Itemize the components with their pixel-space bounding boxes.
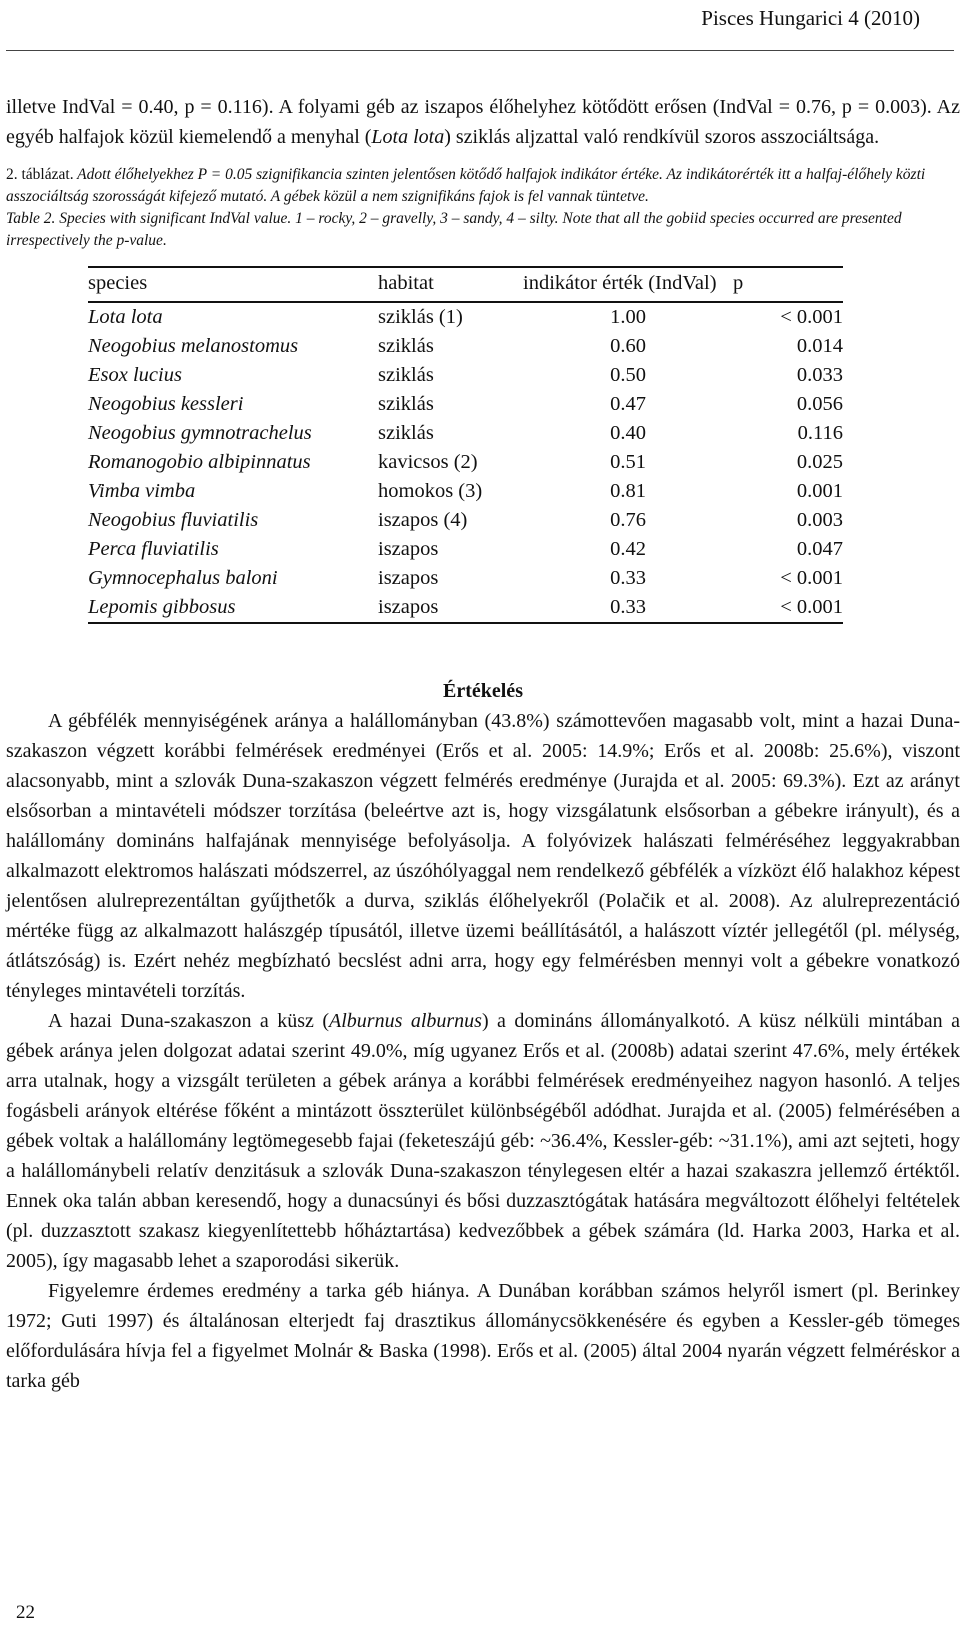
table-row	[88, 302, 843, 332]
running-header: Pisces Hungarici 4 (2010)	[701, 6, 920, 30]
cell-habitat: sziklás (1)	[378, 306, 463, 328]
cell-indval: 0.33	[523, 593, 733, 623]
cell-habitat: iszapos	[378, 593, 523, 623]
table-row	[88, 593, 843, 623]
header-species: species	[88, 267, 378, 302]
cell-habitat: iszapos (4)	[378, 509, 468, 531]
cell-p: 0.014	[796, 335, 843, 357]
table-row	[88, 506, 843, 535]
cell-p: < 0.001	[780, 567, 843, 589]
header-indval: indikátor érték (IndVal)	[523, 267, 733, 302]
table-row	[88, 448, 843, 477]
cell-habitat: iszapos	[378, 538, 439, 560]
cell-p: 0.047	[796, 538, 843, 560]
cell-p: 0.003	[796, 509, 843, 531]
cell-species: Lepomis gibbosus	[88, 593, 378, 623]
cell-indval: 0.33	[610, 567, 646, 589]
cell-p: 0.033	[796, 364, 843, 386]
cell-habitat: iszapos	[378, 567, 439, 589]
table-row	[88, 390, 843, 419]
intro-species: Lota lota	[371, 126, 445, 148]
caption-hu-text: Adott élőhelyekhez P = 0.05 szignifikancia szinten jelentősen kötődő halfajok indikátor értéke. Az indikátorérték itt a halfaj-élőhely közti asszociáltság szorosságát kifejező mutató. A gébek közül a nem szignifikáns fajok is fel vannak tüntetve.	[6, 166, 926, 205]
cell-p: < 0.001	[733, 593, 843, 623]
cell-species: Neogobius melanostomus	[88, 335, 299, 357]
cell-indval: 0.60	[610, 335, 646, 357]
cell-indval: 0.51	[610, 451, 646, 473]
cell-indval: 0.40	[610, 422, 646, 444]
intro-text-2: ) sziklás aljzattal való rendkívül szoros asszociáltsága.	[444, 126, 880, 148]
section-title: Értékelés	[443, 680, 523, 702]
cell-species: Vimba vimba	[88, 480, 196, 502]
table-row	[88, 564, 843, 593]
table-row	[88, 332, 843, 361]
cell-habitat: homokos (3)	[378, 480, 483, 502]
cell-indval: 0.50	[610, 364, 646, 386]
cell-species: Gymnocephalus baloni	[88, 567, 278, 589]
cell-indval: 0.76	[610, 509, 646, 531]
table-row	[88, 477, 843, 506]
header-rule	[6, 50, 954, 51]
body-paragraph-3: Figyelemre érdemes eredmény a tarka géb hiánya. A Dunában korábban számos helyről ismert (pl. Berinkey 1972; Guti 1997) és általánosan elterjedt faj drasztikus állománycsökkenésére és egyben a Kessler-géb tömeges előfordulására hívja fel a figyelmet Molnár & Baska (1998). Erős et al. (2005) által 2004 nyarán végzett felméréskor a tarka géb	[6, 1280, 960, 1392]
table-caption	[6, 164, 960, 252]
cell-p: 0.025	[796, 451, 843, 473]
body-paragraph-2	[6, 1006, 960, 1276]
table-row	[88, 361, 843, 390]
table-header-row	[88, 267, 843, 302]
cell-indval: 0.81	[610, 480, 646, 502]
cell-indval: 0.47	[610, 393, 646, 415]
cell-p: 0.116	[797, 422, 843, 444]
p2-species: Alburnus alburnus	[329, 1010, 482, 1032]
p2-text-a: A hazai Duna-szakaszon a küsz (	[48, 1010, 330, 1032]
cell-habitat: sziklás	[378, 335, 434, 357]
cell-p: 0.001	[796, 480, 843, 502]
header-habitat: habitat	[378, 267, 523, 302]
page-number: 22	[16, 1602, 35, 1623]
cell-habitat: sziklás	[378, 364, 434, 386]
cell-indval: 1.00	[610, 306, 646, 328]
cell-indval: 0.42	[610, 538, 646, 560]
cell-p: 0.056	[796, 393, 843, 415]
table-body	[88, 302, 843, 623]
cell-species: Neogobius kessleri	[88, 393, 244, 415]
cell-p: < 0.001	[780, 306, 843, 328]
table-row	[88, 535, 843, 564]
cell-species: Neogobius gymnotrachelus	[88, 422, 312, 444]
header-p: p	[733, 267, 843, 302]
cell-species: Neogobius fluviatilis	[88, 509, 259, 531]
body-paragraph-1: A gébfélék mennyiségének aránya a halállományban (43.8%) számottevően magasabb volt, mint a hazai Duna-szakaszon végzett korábbi felmérések eredményei (Erős et al. 2005: 14.9%; Erős et al. 2008b: 25.6%), viszont alacsonyabb, mint a szlovák Duna-szakaszon végzett felmérés eredménye (Jurajda et al. 2005: 69.3%). Ezt az arányt elsősorban a mintavételi módszer torzítása (beleértve azt is, hogy vizsgálatunk elsősorban a gébekre irányult), és a halállomány domináns halfajának mennyisége befolyásolja. A folyóvizek halászati felméréséhez leggyakrabban alkalmazott elektromos halászati módszerrel, az úszóhólyaggal nem rendelkező gébfélék a vízközt élő halakhoz képest jelentősen alulreprezentáltan gyűjthetők a durva, sziklás élőhelyekről (Polačik et al. 2008). Az alulreprezentáció mértéke függ az alkalmazott halászgép típusától, illetve üzemi beállításától, a halászott víztér jellegétől (pl. mélység, átlátszóság) is. Ezért nehéz megbízható becslést adni arra, hogy egy felmérésben mennyi volt a gébekre vonatkozó tényleges mintavételi torzítás.	[6, 710, 960, 1002]
cell-habitat: kavicsos (2)	[378, 451, 478, 473]
table-row	[88, 419, 843, 448]
p2-text-b: ) a domináns állományalkotó. A küsz nélküli mintában a gébek aránya jelen dolgozat adatai szerint 49.0%, míg ugyanez Erős et al. (2008b) adatai szerint 47.6%, mely értékek arra utalnak, hogy a vizsgált területen a gébek aránya a korábbi felmérések eredményeihez nagyon hasonló. A teljes fogásbeli arányok eltérése főként a mintázott összterület különbségéből adódhat. Jurajda et al. (2005) felmérésében a gébek voltak a halállomány legtömegesebb fajai (feketeszájú géb: ~36.4%, Kessler-géb: ~31.1%), ami azt sejteti, hogy a halállománybeli relatív denzitásuk a szlovák Duna-szakaszon ténylegesen eltér a hazai szakaszra jellemző értéktől. Ennek oka talán abban keresendő, hogy a dunacsúnyi és bősi duzzasztógátak hatására megváltozott élőhelyi feltételek (pl. duzzasztott szakasz kiegyenlítettebb hőháztartása) kedvezőbbek a gébek számára (ld. Harka 2003, Harka et al. 2005), így magasabb lehet a szaporodási sikerük.	[6, 1010, 960, 1272]
cell-species: Romanogobio albipinnatus	[88, 451, 311, 473]
cell-species: Perca fluviatilis	[88, 538, 219, 560]
cell-habitat: sziklás	[378, 422, 434, 444]
page-content	[6, 92, 960, 1396]
intro-paragraph	[6, 92, 960, 152]
cell-habitat: sziklás	[378, 393, 434, 415]
caption-hu-lead: 2. táblázat.	[6, 166, 74, 183]
caption-en: Table 2. Species with significant IndVal value. 1 – rocky, 2 – gravelly, 3 – sandy, 4 – silty. Note that all the gobiid species occurred are presented irrespectively the p-value.	[6, 210, 902, 249]
intro-text-1: illetve IndVal = 0.40, p = 0.116). A folyami géb az iszapos élőhelyhez kötődött erősen (IndVal = 0.76, p = 0.003). Az egyéb halfajok közül kiemelendő a menyhal (	[6, 96, 960, 148]
cell-species: Lota lota	[88, 306, 163, 328]
cell-species: Esox lucius	[88, 364, 182, 386]
caption-hu	[6, 164, 960, 208]
indval-table	[88, 266, 843, 624]
